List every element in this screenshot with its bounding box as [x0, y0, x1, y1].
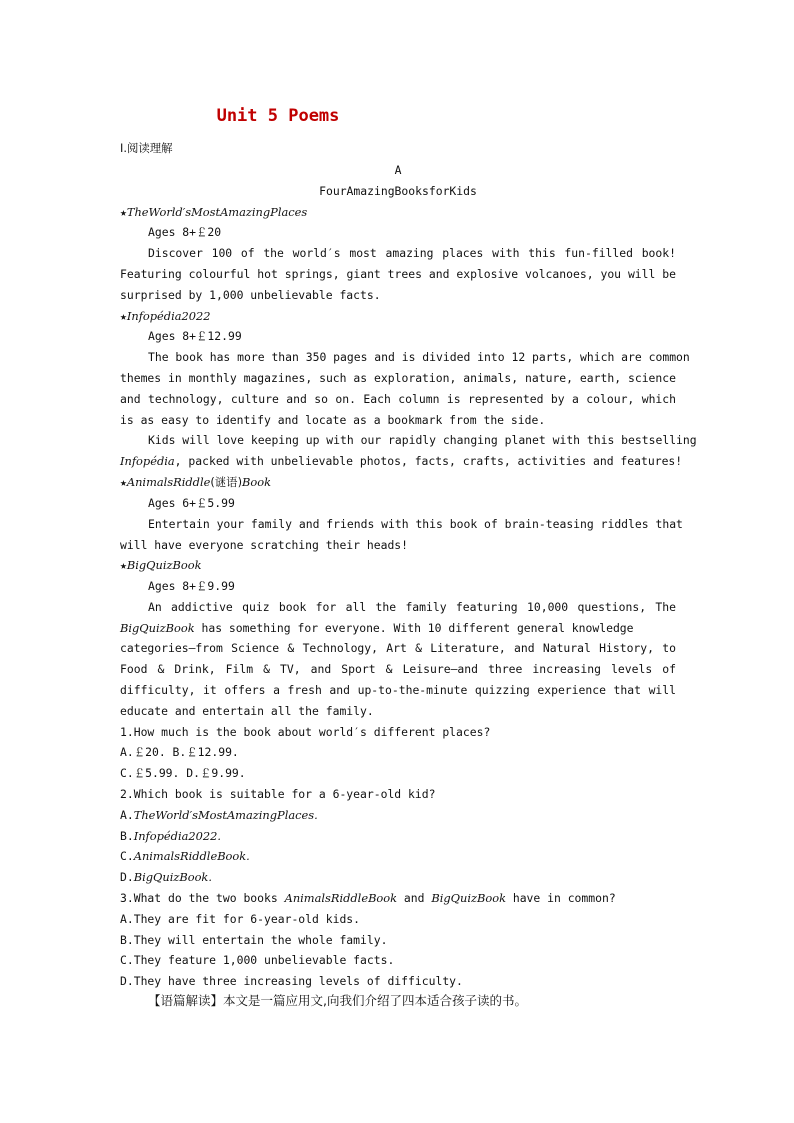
question-3-option-b: B.They will entertain the whole family.	[120, 933, 388, 947]
book-name: Book	[242, 475, 272, 489]
text-run: 3.What do the two books	[120, 891, 285, 905]
paragraph-line: Kids will love keeping up with our rapidly changing planet with this bestselling	[148, 433, 697, 447]
paragraph-line: The book has more than 350 pages and is divided into 12 parts, which are common	[148, 350, 690, 364]
paragraph-line: is as easy to identify and locate as a bookmark from the side.	[120, 413, 546, 427]
book-name: AnimalsRiddleBook	[284, 891, 398, 905]
book-price-2: Ages 8+￡12.99	[148, 329, 242, 343]
passage-analysis-note: 【语篇解读】本文是一篇应用文,向我们介绍了四本适合孩子读的书。	[148, 993, 527, 1008]
question-1-options-cd: C.￡5.99. D.￡9.99.	[120, 766, 246, 780]
paragraph-line: Featuring colourful hot springs, giant trees and explosive volcanoes, you will be	[120, 267, 676, 281]
option-letter: B.	[120, 829, 134, 843]
question-1-options-ab: A.￡20. B.￡12.99.	[120, 745, 239, 759]
text-run: has something for everyone. With 10 different general knowledge	[194, 621, 634, 635]
page-title: Unit 5 Poems	[216, 106, 340, 126]
option-letter: D.	[120, 870, 134, 884]
star-icon: ★	[120, 558, 127, 572]
book-name: Infopédia2022	[126, 309, 211, 323]
option-letter: C.	[120, 849, 134, 863]
option-text: Infopédia2022.	[133, 829, 221, 843]
paragraph-line: surprised by 1,000 unbelievable facts.	[120, 288, 381, 302]
paragraph-line: Food & Drink, Film & TV, and Sport & Leisure—and three increasing levels of	[120, 662, 676, 676]
question-1: 1.How much is the book about world′s different places?	[120, 725, 491, 739]
paragraph-line	[120, 451, 683, 471]
book-name: BigQuizBook	[126, 558, 202, 572]
question-3-option-a: A.They are fit for 6-year-old kids.	[120, 912, 361, 926]
text-run: have in common?	[505, 891, 616, 905]
book-heading-1	[120, 202, 676, 222]
paragraph-line: Discover 100 of the world′s most amazing places with this fun-filled book!	[148, 246, 676, 260]
question-2-option-b	[120, 826, 676, 846]
paragraph-line: categories—from Science & Technology, Art & Literature, and Natural History, to	[120, 641, 676, 655]
question-3	[120, 888, 676, 908]
book-name: TheWorld′sMostAmazingPlaces	[126, 205, 308, 219]
passage-title: FourAmazingBooksforKids	[319, 184, 477, 198]
paragraph-line: will have everyone scratching their heads!	[120, 538, 409, 552]
option-text: AnimalsRiddleBook.	[133, 849, 250, 863]
paragraph-line: difficulty, it offers a fresh and up-to-the-minute quizzing experience that will	[120, 683, 676, 697]
star-icon: ★	[120, 309, 127, 323]
option-text: TheWorld′sMostAmazingPlaces.	[133, 808, 318, 822]
paragraph-line	[120, 618, 676, 638]
book-heading-3	[120, 472, 676, 492]
book-name: BigQuizBook	[431, 891, 506, 905]
book-name: AnimalsRiddle	[126, 475, 211, 489]
star-icon: ★	[120, 205, 127, 219]
question-2-option-a	[120, 805, 676, 825]
paragraph-line: educate and entertain all the family.	[120, 704, 374, 718]
book-heading-2	[120, 306, 676, 326]
section-heading: Ⅰ.阅读理解	[120, 141, 173, 155]
text-run: and	[397, 891, 432, 905]
paragraph-line: Entertain your family and friends with this book of brain-teasing riddles that	[148, 517, 683, 531]
book-price-1: Ages 8+￡20	[148, 225, 222, 239]
star-icon: ★	[120, 475, 127, 489]
book-name-cn: (谜语)	[210, 475, 243, 489]
option-letter: A.	[120, 808, 134, 822]
passage-label: A	[394, 163, 402, 177]
option-text: BigQuizBook.	[133, 870, 212, 884]
paragraph-line: themes in monthly magazines, such as exploration, animals, nature, earth, science	[120, 371, 676, 385]
question-3-option-d: D.They have three increasing levels of difficulty.	[120, 974, 463, 988]
paragraph-line: An addictive quiz book for all the family featuring 10,000 questions, The	[148, 600, 676, 614]
book-price-3: Ages 6+￡5.99	[148, 496, 235, 510]
question-3-option-c: C.They feature 1,000 unbelievable facts.	[120, 953, 395, 967]
question-2-option-c	[120, 846, 676, 866]
paragraph-line: and technology, culture and so on. Each column is represented by a colour, which	[120, 392, 676, 406]
book-heading-4	[120, 555, 676, 575]
book-price-4: Ages 8+￡9.99	[148, 579, 235, 593]
book-name: BigQuizBook	[120, 621, 195, 635]
book-name: Infopédia	[120, 454, 175, 468]
question-2: 2.Which book is suitable for a 6-year-old kid?	[120, 787, 436, 801]
question-2-option-d	[120, 867, 676, 887]
text-run: , packed with unbelievable photos, facts, crafts, activities and features!	[174, 454, 683, 468]
